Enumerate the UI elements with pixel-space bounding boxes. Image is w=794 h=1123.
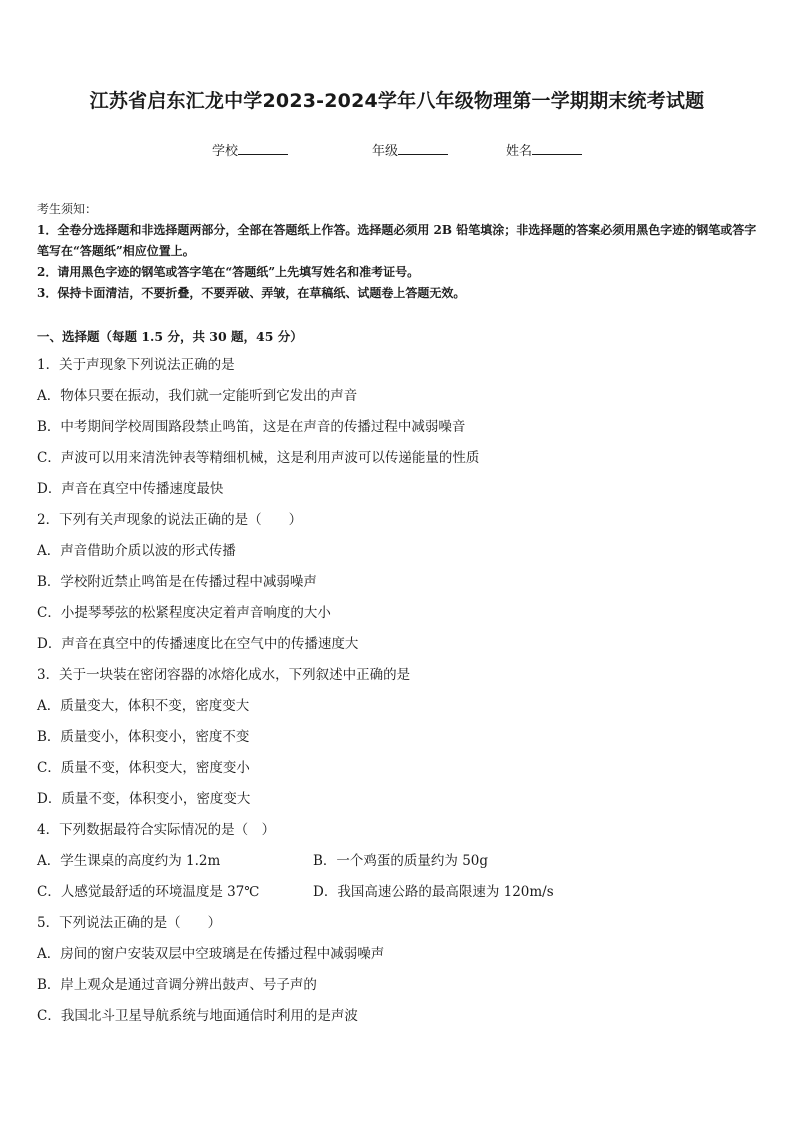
- question-stem: 2．下列有关声现象的说法正确的是（ ）: [37, 512, 303, 528]
- option-b: B．学校附近禁止鸣笛是在传播过程中减弱噪声: [37, 574, 317, 590]
- school-label: 学校: [212, 144, 239, 159]
- notice-item: 2．请用黑色字迹的钢笔或答字笔在“答题纸”上先填写姓名和准考证号。: [37, 265, 420, 279]
- name-label: 姓名: [506, 144, 533, 159]
- notice-heading: 考生须知：: [37, 202, 98, 216]
- option-b: B．中考期间学校周围路段禁止鸣笛，这是在声音的传播过程中减弱噪音: [37, 419, 466, 435]
- option-a: A．物体只要在振动，我们就一定能听到它发出的声音: [37, 388, 358, 404]
- name-field: [506, 140, 582, 159]
- option-c: C．人感觉最舒适的环境温度是 37℃: [37, 884, 260, 900]
- section-heading: 一、选择题（每题 1.5 分，共 30 题，45 分）: [37, 329, 303, 344]
- notice-item: 3．保持卡面清洁，不要折叠，不要弄破、弄皱，在草稿纸、试题卷上答题无效。: [37, 286, 466, 300]
- option-d: D．我国高速公路的最高限速为 120m/s: [313, 884, 554, 900]
- question-stem: 1．关于声现象下列说法正确的是: [37, 357, 235, 373]
- grade-label: 年级: [372, 144, 399, 159]
- grade-field: [372, 140, 448, 159]
- name-blank: [532, 142, 582, 155]
- option-b: B．质量变小，体积变小，密度不变: [37, 729, 250, 745]
- option-c: C．质量不变，体积变大，密度变小: [37, 760, 250, 776]
- option-c: C．我国北斗卫星导航系统与地面通信时利用的是声波: [37, 1008, 358, 1024]
- option-c: C．声波可以用来清洗钟表等精细机械，这是利用声波可以传递能量的性质: [37, 450, 480, 466]
- notice-item: 1．全卷分选择题和非选择题两部分，全部在答题纸上作答。选择题必须用 2B 铅笔填涂；非选择题的答案必须用黑色字迹的钢笔或答字笔写在“答题纸”相应位置上。: [37, 223, 757, 258]
- option-a: A．质量变大，体积不变，密度变大: [37, 698, 250, 714]
- option-d: D．声音在真空中传播速度最快: [37, 481, 224, 497]
- option-c: C．小提琴琴弦的松紧程度决定着声音响度的大小: [37, 605, 331, 621]
- option-a: A．声音借助介质以波的形式传播: [37, 543, 236, 559]
- question-stem: 5．下列说法正确的是（ ）: [37, 915, 222, 931]
- question-stem: 4．下列数据最符合实际情况的是（ ）: [37, 822, 276, 838]
- grade-blank: [398, 142, 448, 155]
- option-b: B．岸上观众是通过音调分辨出鼓声、号子声的: [37, 977, 317, 993]
- school-blank: [238, 142, 288, 155]
- exam-title: 江苏省启东汇龙中学2023-2024学年八年级物理第一学期期末统考试题: [89, 90, 705, 112]
- option-a: A．房间的窗户安装双层中空玻璃是在传播过程中减弱噪声: [37, 946, 385, 962]
- candidate-notice: [37, 199, 759, 304]
- question-stem: 3．关于一块装在密闭容器的冰熔化成水，下列叙述中正确的是: [37, 667, 411, 683]
- option-d: D．质量不变，体积变小，密度变大: [37, 791, 251, 807]
- option-b: B．一个鸡蛋的质量约为 50g: [313, 853, 489, 869]
- option-a: A．学生课桌的高度约为 1.2m: [37, 853, 221, 869]
- option-d: D．声音在真空中的传播速度比在空气中的传播速度大: [37, 636, 359, 652]
- school-field: [212, 140, 288, 159]
